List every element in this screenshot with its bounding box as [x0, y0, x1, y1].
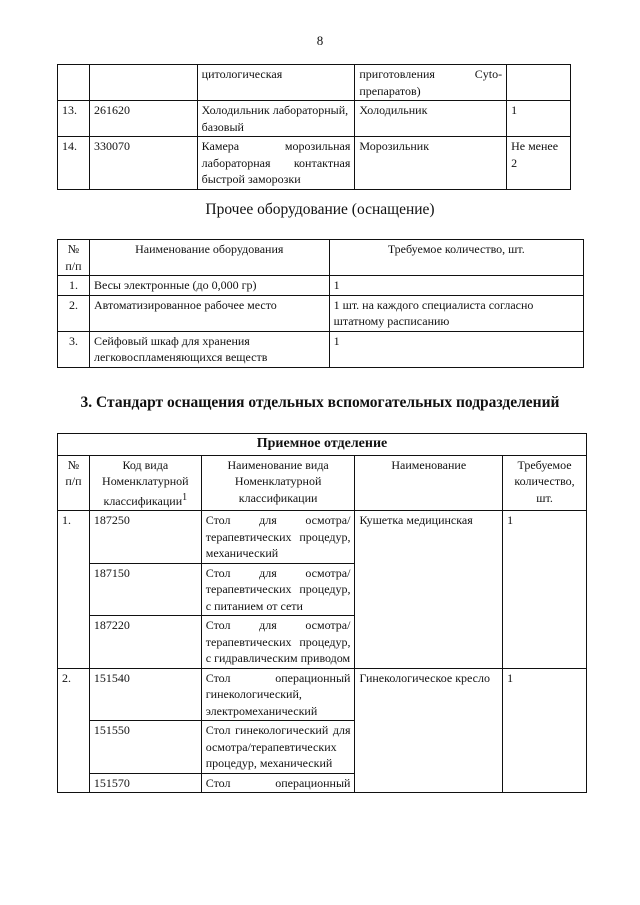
row-name: Автоматизированное рабочее место [89, 295, 329, 331]
row-type: приготовления Cyto-препаратов) [355, 65, 507, 101]
department-title: Приемное отделение [58, 434, 587, 456]
row-name: Гинекологическое кресло [355, 668, 503, 793]
table-row [58, 101, 571, 137]
other-equipment-title: Прочее оборудование (оснащение) [205, 201, 435, 218]
row-qty [507, 65, 571, 101]
row-name: Холодильник лабораторный, базовый [197, 101, 355, 137]
table-header-row [58, 240, 584, 276]
row-type: Стол гинекологический для осмотра/терапевтических процедур, механический [201, 721, 355, 774]
table-row [58, 276, 584, 296]
header-code [89, 455, 201, 511]
row-type: Стол для осмотра/терапевтических процедур, с гидравлическим приводом [201, 616, 355, 669]
table-row [58, 295, 584, 331]
row-code: 151550 [89, 721, 201, 774]
row-number: 1. [58, 511, 90, 669]
header-num: № п/п [58, 455, 90, 511]
header-name: Наименование [355, 455, 503, 511]
row-code: 151570 [89, 773, 201, 793]
header-name: Наименование оборудования [89, 240, 329, 276]
row-code: 187150 [89, 563, 201, 616]
row-number: 3. [58, 331, 90, 367]
row-name: цитологическая [197, 65, 355, 101]
row-name: Камера морозильная лабораторная контактная быстрой заморозки [197, 137, 355, 190]
row-code: 151540 [89, 668, 201, 721]
row-type: Стол для осмотра/терапевтических процедур, с питанием от сети [201, 563, 355, 616]
standard-section-title: 3. Стандарт оснащения отдельных вспомогательных подразделений [80, 394, 560, 411]
table-row [58, 137, 571, 190]
table-header-row [58, 455, 587, 511]
table-row [58, 65, 571, 101]
row-name: Весы электронные (до 0,000 гр) [89, 276, 329, 296]
row-number: 2. [58, 668, 90, 793]
header-qty: Требуемое количество, шт. [503, 455, 587, 511]
equipment-table-continued [57, 64, 571, 190]
row-name: Кушетка медицинская [355, 511, 503, 669]
row-name: Сейфовый шкаф для хранения легковоспламеняющихся веществ [89, 331, 329, 367]
row-qty: 1 [503, 668, 587, 793]
row-qty: 1 [503, 511, 587, 669]
row-number: 13. [58, 101, 90, 137]
row-number: 14. [58, 137, 90, 190]
footnote-marker: 1 [182, 491, 188, 503]
row-type: Стол для осмотра/терапевтических процедур, механический [201, 511, 355, 564]
row-type: Холодильник [355, 101, 507, 137]
row-number [58, 65, 90, 101]
row-qty: 1 [329, 331, 583, 367]
header-num: № п/п [58, 240, 90, 276]
page-number: 8 [316, 33, 324, 48]
table-row [58, 668, 587, 721]
row-code [89, 65, 197, 101]
row-qty: 1 [507, 101, 571, 137]
row-qty: 1 шт. на каждого специалиста согласно штатному расписанию [329, 295, 583, 331]
header-qty: Требуемое количество, шт. [329, 240, 583, 276]
row-number: 1. [58, 276, 90, 296]
row-type: Стол операционный гинекологический, электромеханический [201, 668, 355, 721]
row-qty: Не менее 2 [507, 137, 571, 190]
header-type-name: Наименование вида Номенклатурной классификации [201, 455, 355, 511]
row-code: 187250 [89, 511, 201, 564]
header-code-label: Код вида Номенклатурной классификации [102, 457, 189, 508]
department-equipment-table [57, 433, 587, 793]
row-qty: 1 [329, 276, 583, 296]
row-number: 2. [58, 295, 90, 331]
other-equipment-table [57, 239, 584, 368]
table-row [58, 331, 584, 367]
row-code: 187220 [89, 616, 201, 669]
row-type: Морозильник [355, 137, 507, 190]
table-row [58, 511, 587, 564]
row-type: Стол операционный [201, 773, 355, 793]
row-code: 261620 [89, 101, 197, 137]
row-code: 330070 [89, 137, 197, 190]
